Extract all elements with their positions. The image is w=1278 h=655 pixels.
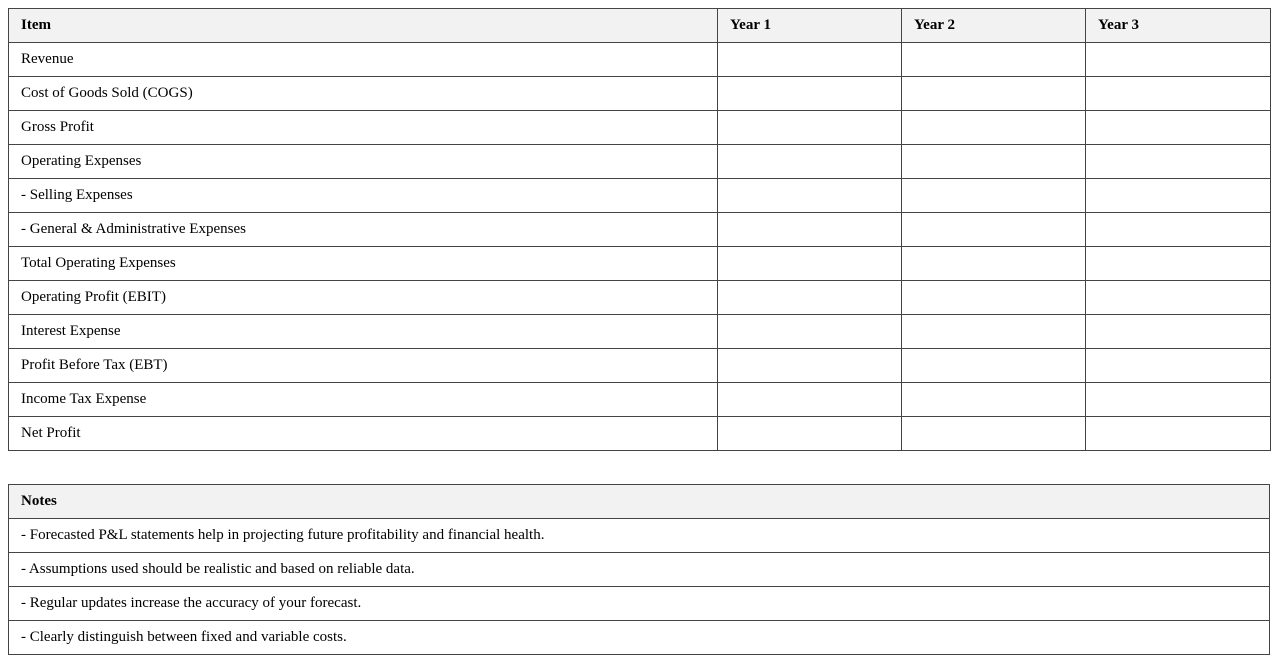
year-2-cell bbox=[902, 213, 1086, 247]
row-item-label: Cost of Goods Sold (COGS) bbox=[9, 77, 718, 111]
year-2-cell bbox=[902, 247, 1086, 281]
year-3-cell bbox=[1086, 43, 1271, 77]
table-row bbox=[9, 145, 1271, 179]
table-header-row bbox=[9, 9, 1271, 43]
notes-header-row bbox=[9, 485, 1270, 519]
year-2-cell bbox=[902, 77, 1086, 111]
table-row bbox=[9, 383, 1271, 417]
table-row bbox=[9, 281, 1271, 315]
table-row bbox=[9, 179, 1271, 213]
year-3-cell bbox=[1086, 77, 1271, 111]
year-2-cell bbox=[902, 281, 1086, 315]
year-3-cell bbox=[1086, 281, 1271, 315]
note-row bbox=[9, 519, 1270, 553]
row-item-label: Interest Expense bbox=[9, 315, 718, 349]
row-item-label: Revenue bbox=[9, 43, 718, 77]
row-item-label: Income Tax Expense bbox=[9, 383, 718, 417]
year-3-cell bbox=[1086, 349, 1271, 383]
table-row bbox=[9, 247, 1271, 281]
year-3-cell bbox=[1086, 179, 1271, 213]
note-row bbox=[9, 553, 1270, 587]
column-header-year-3: Year 3 bbox=[1086, 9, 1271, 43]
year-3-cell bbox=[1086, 111, 1271, 145]
column-header-year-2: Year 2 bbox=[902, 9, 1086, 43]
column-header-year-1: Year 1 bbox=[718, 9, 902, 43]
year-2-cell bbox=[902, 417, 1086, 451]
pl-forecast-table bbox=[8, 8, 1271, 451]
row-item-label: Gross Profit bbox=[9, 111, 718, 145]
note-text: - Clearly distinguish between fixed and variable costs. bbox=[9, 621, 1270, 655]
year-1-cell bbox=[718, 315, 902, 349]
row-item-label: - Selling Expenses bbox=[9, 179, 718, 213]
year-1-cell bbox=[718, 77, 902, 111]
year-2-cell bbox=[902, 315, 1086, 349]
year-1-cell bbox=[718, 213, 902, 247]
note-row bbox=[9, 587, 1270, 621]
year-1-cell bbox=[718, 145, 902, 179]
table-row bbox=[9, 111, 1271, 145]
note-text: - Assumptions used should be realistic and based on reliable data. bbox=[9, 553, 1270, 587]
year-3-cell bbox=[1086, 247, 1271, 281]
year-3-cell bbox=[1086, 383, 1271, 417]
table-row bbox=[9, 213, 1271, 247]
table-row bbox=[9, 315, 1271, 349]
table-row bbox=[9, 349, 1271, 383]
year-1-cell bbox=[718, 179, 902, 213]
year-3-cell bbox=[1086, 145, 1271, 179]
year-1-cell bbox=[718, 281, 902, 315]
year-2-cell bbox=[902, 111, 1086, 145]
year-2-cell bbox=[902, 383, 1086, 417]
column-header-item: Item bbox=[9, 9, 718, 43]
table-row bbox=[9, 43, 1271, 77]
note-text: - Forecasted P&L statements help in projecting future profitability and financial health. bbox=[9, 519, 1270, 553]
year-2-cell bbox=[902, 43, 1086, 77]
notes-header: Notes bbox=[9, 485, 1270, 519]
year-1-cell bbox=[718, 349, 902, 383]
notes-table bbox=[8, 484, 1270, 655]
row-item-label: Operating Profit (EBIT) bbox=[9, 281, 718, 315]
note-text: - Regular updates increase the accuracy of your forecast. bbox=[9, 587, 1270, 621]
year-1-cell bbox=[718, 383, 902, 417]
row-item-label: Net Profit bbox=[9, 417, 718, 451]
year-1-cell bbox=[718, 247, 902, 281]
year-2-cell bbox=[902, 349, 1086, 383]
row-item-label: - General & Administrative Expenses bbox=[9, 213, 718, 247]
year-2-cell bbox=[902, 145, 1086, 179]
table-row bbox=[9, 417, 1271, 451]
row-item-label: Profit Before Tax (EBT) bbox=[9, 349, 718, 383]
year-1-cell bbox=[718, 417, 902, 451]
row-item-label: Total Operating Expenses bbox=[9, 247, 718, 281]
table-row bbox=[9, 77, 1271, 111]
year-3-cell bbox=[1086, 417, 1271, 451]
year-1-cell bbox=[718, 111, 902, 145]
row-item-label: Operating Expenses bbox=[9, 145, 718, 179]
year-3-cell bbox=[1086, 213, 1271, 247]
year-3-cell bbox=[1086, 315, 1271, 349]
note-row bbox=[9, 621, 1270, 655]
year-2-cell bbox=[902, 179, 1086, 213]
year-1-cell bbox=[718, 43, 902, 77]
